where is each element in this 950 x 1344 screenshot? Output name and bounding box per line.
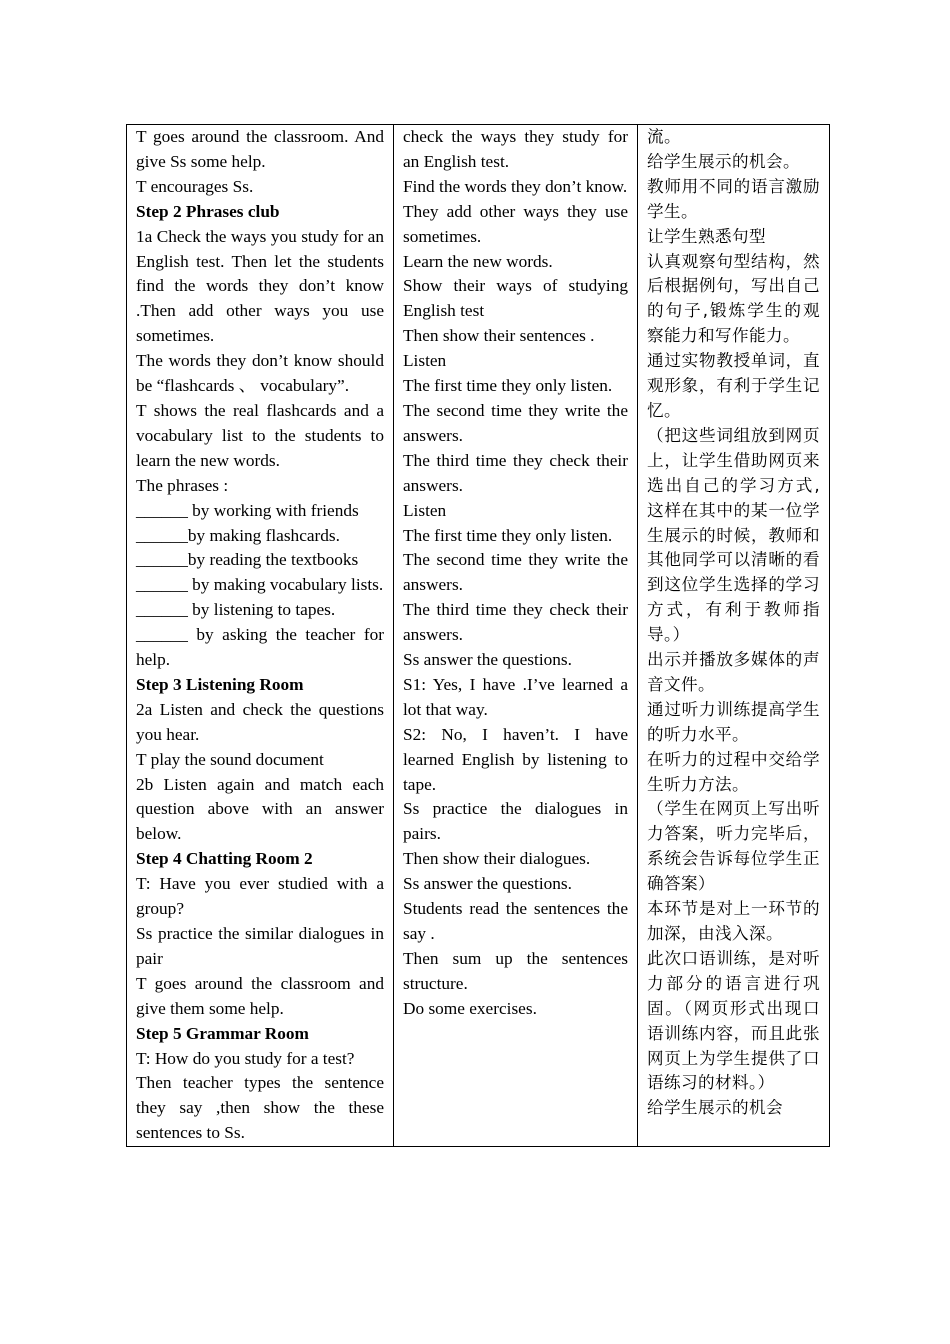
paragraph: ______ by asking the teacher for help. bbox=[136, 625, 384, 670]
paragraph: ______by making flashcards. bbox=[136, 525, 340, 545]
paragraph: Then sum up the sentences structure. bbox=[403, 948, 628, 993]
paragraph: The second time they write the answers. bbox=[403, 550, 628, 595]
paragraph: 1a Check the ways you study for an English test. Then let the students find the words they don’t know .Then add other ways you use sometimes. bbox=[136, 226, 384, 346]
paragraph: （学生在网页上写出听力答案，听力完毕后，系统会告诉每位学生正确答案） bbox=[647, 799, 820, 894]
paragraph: Then teacher types the sentence they say ,then show the these sentences to Ss. bbox=[136, 1073, 384, 1143]
paragraph: 让学生熟悉句型 bbox=[647, 226, 766, 246]
paragraph: The first time they only listen. bbox=[403, 376, 613, 396]
paragraph: The second time they write the answers. bbox=[403, 400, 628, 445]
paragraph: 给学生展示的机会。 bbox=[647, 151, 800, 171]
paragraph: Find the words they don’t know. bbox=[403, 176, 628, 196]
paragraph: The third time they check their answers. bbox=[403, 450, 628, 495]
paragraph: T encourages Ss. bbox=[136, 176, 254, 196]
step-heading: Step 3 Listening Room bbox=[136, 674, 304, 694]
paragraph: 出示并播放多媒体的声音文件。 bbox=[647, 650, 820, 694]
paragraph: 此次口语训练，是对听力部分的语言进行巩固。（网页形式出现口语训练内容，而且此张网页上为学生提供了口语练习的材料。） bbox=[647, 948, 820, 1093]
paragraph: T goes around the classroom and give them some help. bbox=[136, 973, 384, 1018]
paragraph: T shows the real flashcards and a vocabulary list to the students to learn the new words. bbox=[136, 400, 384, 470]
paragraph: The words they don’t know should be “flashcards 、 vocabulary”. bbox=[136, 351, 384, 396]
step-heading: Step 4 Chatting Room 2 bbox=[136, 849, 313, 869]
paragraph: 认真观察句型结构，然后根据例句，写出自己的句子,锻炼学生的观察能力和写作能力。 bbox=[647, 251, 820, 346]
paragraph: T goes around the classroom. And give Ss some help. bbox=[136, 127, 384, 171]
paragraph: S2: No, I haven’t. I have learned English by listening to tape. bbox=[403, 724, 628, 794]
paragraph: 通过听力训练提高学生的听力水平。 bbox=[647, 699, 820, 744]
paragraph: 通过实物教授单词，直观形象，有利于学生记忆。 bbox=[647, 351, 820, 420]
paragraph: T: Have you ever studied with a group? bbox=[136, 874, 384, 919]
paragraph: 2b Listen again and match each question above with an answer below. bbox=[136, 774, 384, 844]
step-heading: Step 2 Phrases club bbox=[136, 201, 280, 221]
paragraph: 2a Listen and check the questions you hear. bbox=[136, 699, 384, 744]
table-row bbox=[127, 125, 830, 1147]
paragraph: Do some exercises. bbox=[403, 998, 537, 1018]
paragraph: ______by reading the textbooks bbox=[136, 550, 359, 570]
paragraph: Ss practice the similar dialogues in pair bbox=[136, 924, 384, 968]
paragraph: They add other ways they use sometimes. bbox=[403, 201, 628, 246]
paragraph: 教师用不同的语言激励学生。 bbox=[647, 176, 820, 221]
paragraph: T: How do you study for a test? bbox=[136, 1048, 355, 1068]
paragraph: （把这些词组放到网页上，让学生借助网页来选出自己的学习方式,这样在其中的某一位学生展示的时候，教师和其他同学可以清晰的看到这位学生选择的学习方式，有利于教师指导。） bbox=[647, 425, 820, 645]
paragraph: ______ by listening to tapes. bbox=[136, 600, 336, 620]
paragraph: The first time they only listen. bbox=[403, 525, 613, 545]
paragraph: The third time they check their answers. bbox=[403, 600, 628, 645]
paragraph: S1: Yes, I have .I’ve learned a lot that way. bbox=[403, 674, 628, 719]
step-heading: Step 5 Grammar Room bbox=[136, 1023, 309, 1043]
paragraph: Then show their dialogues. bbox=[403, 849, 591, 869]
student-activities-cell bbox=[394, 125, 638, 1147]
paragraph: 在听力的过程中交给学生听力方法。 bbox=[647, 749, 820, 794]
paragraph: Ss answer the questions. bbox=[403, 874, 572, 894]
paragraph: Students read the sentences the say . bbox=[403, 899, 628, 943]
paragraph: 本环节是对上一环节的加深，由浅入深。 bbox=[647, 899, 820, 943]
paragraph: The phrases : bbox=[136, 475, 229, 495]
teacher-activities-cell bbox=[127, 125, 394, 1147]
paragraph: Show their ways of studying English test bbox=[403, 276, 628, 321]
design-intent-cell bbox=[638, 125, 830, 1147]
paragraph: ______ by making vocabulary lists. bbox=[136, 575, 384, 595]
paragraph: Listen bbox=[403, 351, 447, 371]
paragraph: Listen bbox=[403, 500, 447, 520]
paragraph: check the ways they study for an English test. bbox=[403, 127, 628, 171]
paragraph: Then show their sentences . bbox=[403, 326, 595, 346]
paragraph: Ss answer the questions. bbox=[403, 650, 572, 670]
paragraph: ______ by working with friends bbox=[136, 500, 359, 520]
lesson-plan-table bbox=[126, 124, 830, 1147]
paragraph: Learn the new words. bbox=[403, 251, 553, 271]
paragraph: 给学生展示的机会 bbox=[647, 1098, 783, 1118]
paragraph: T play the sound document bbox=[136, 749, 324, 769]
paragraph: 流。 bbox=[647, 127, 681, 146]
paragraph: Ss practice the dialogues in pairs. bbox=[403, 799, 628, 844]
